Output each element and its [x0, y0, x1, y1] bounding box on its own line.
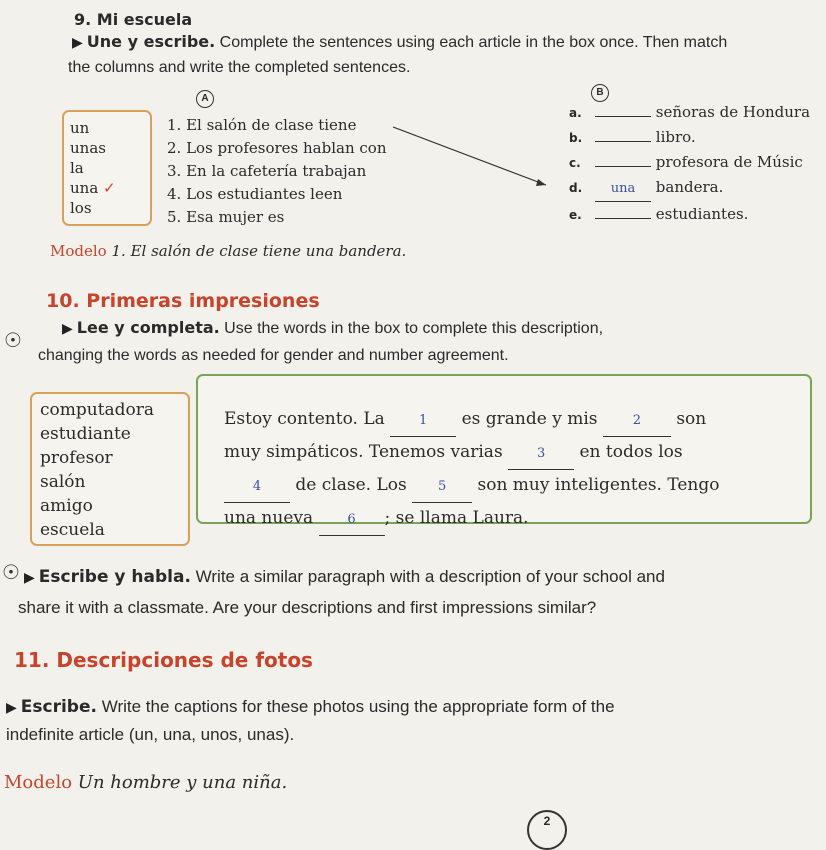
paragraph-line: Estoy contento. La 1 es grande y mis 2 son — [224, 404, 720, 437]
sentence-item: 3. En la cafetería trabajan — [167, 162, 367, 180]
exercise-9-instruction-line-1: Complete the sentences using each article in the box once. Then match — [219, 34, 728, 51]
modelo-label: Modelo — [50, 242, 107, 260]
paragraph-line: muy simpáticos. Tenemos varias 3 en todos los — [224, 437, 720, 470]
word-item: escuela — [40, 520, 105, 540]
match-item: e. estudiantes. — [569, 205, 749, 223]
pair-activity-icon: ☉ — [4, 330, 22, 352]
sentence-item: 2. Los profesores hablan con — [167, 139, 387, 157]
exercise-11-instruction-line-1: Write the captions for these photos using the appropriate form of the — [101, 697, 615, 716]
exercise-9-lead: ▶ Une y escribe. — [72, 32, 215, 51]
photo-number-badge: 2 — [527, 810, 567, 850]
word-item: salón — [40, 472, 86, 492]
speaking-icon: ☉ — [2, 562, 20, 584]
word-item: estudiante — [40, 424, 131, 444]
exercise-11-instruction — [6, 695, 615, 720]
match-item: d. una bandera. — [569, 175, 810, 202]
exercise-10-instruction-line-2: changing the words as needed for gender and number agreement. — [38, 347, 509, 364]
word-list — [40, 398, 154, 542]
modelo-text: Un hombre y una niña. — [77, 772, 288, 793]
article-item: un — [70, 119, 90, 137]
column-b-marker: B — [591, 84, 609, 102]
column-a-marker: A — [196, 90, 214, 108]
speaking-instruction — [24, 565, 665, 590]
modelo-text: 1. El salón de clase tiene una bandera. — [111, 242, 407, 260]
exercise-11-modelo — [4, 772, 287, 793]
exercise-10-title: 10. Primeras impresiones — [46, 290, 320, 312]
exercise-9-instruction-line-2: the columns and write the completed sentences. — [68, 59, 411, 76]
match-item: c. profesora de Músic — [569, 153, 803, 171]
checkmark-icon: ✓ — [103, 179, 116, 197]
match-item: b. libro. — [569, 128, 696, 146]
speaking-line-1: Write a similar paragraph with a description of your school and — [195, 567, 665, 586]
speaking-line-2: share it with a classmate. Are your descriptions and first impressions similar? — [18, 598, 597, 617]
sentence-item: 4. Los estudiantes leen — [167, 185, 343, 203]
word-item: computadora — [40, 400, 155, 420]
exercise-10-instruction — [62, 316, 603, 341]
exercise-11-instruction-line-2: indefinite article (un, una, unos, unas). — [6, 725, 295, 744]
modelo-label: Modelo — [4, 772, 73, 793]
exercise-11-lead: ▶ Escribe. — [6, 697, 97, 717]
exercise-11-title: 11. Descripciones de fotos — [14, 648, 313, 672]
article-item: una ✓ — [70, 179, 116, 197]
speaking-lead: ▶ Escribe y habla. — [24, 567, 191, 587]
exercise-9-modelo — [50, 242, 406, 260]
article-item: unas — [70, 139, 106, 157]
article-item: los — [70, 199, 92, 217]
match-list — [569, 100, 810, 227]
sentence-item: 5. Esa mujer es — [167, 208, 285, 226]
exercise-10-lead: ▶ Lee y completa. — [62, 318, 220, 337]
description-paragraph — [224, 404, 720, 536]
paragraph-line: una nueva 6 ; se llama Laura. — [224, 503, 720, 536]
match-item: a. señoras de Hondura — [569, 103, 811, 121]
article-item: la — [70, 159, 84, 177]
word-item: amigo — [40, 496, 93, 516]
exercise-9-title: 9. Mi escuela — [74, 10, 193, 29]
word-item: profesor — [40, 448, 113, 468]
paragraph-line: 4 de clase. Los 5 son muy inteligentes. Tengo — [224, 470, 720, 503]
sentence-item: 1. El salón de clase tiene — [167, 116, 357, 134]
exercise-10-instruction-line-1: Use the words in the box to complete this description, — [224, 320, 604, 337]
